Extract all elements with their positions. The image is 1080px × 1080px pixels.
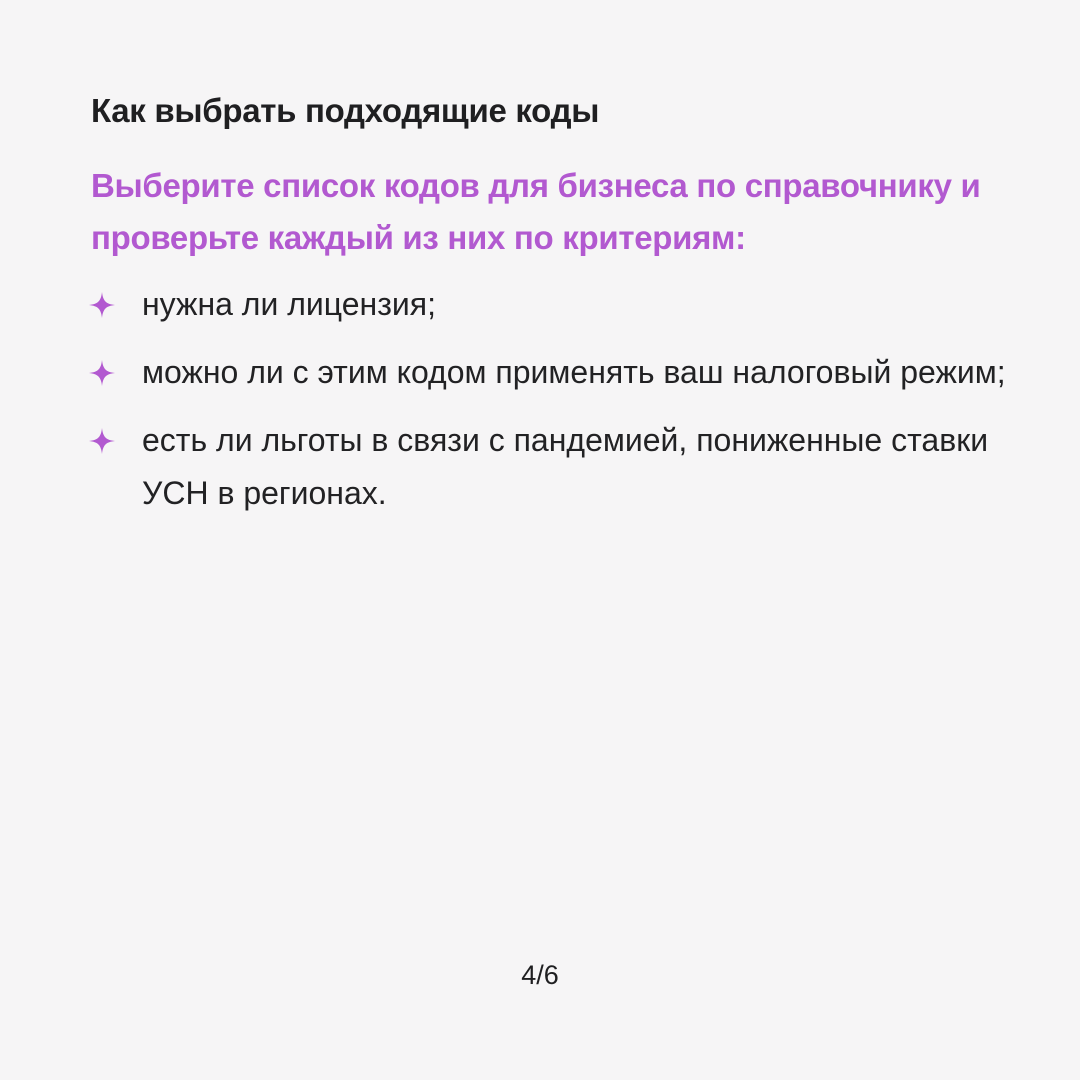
slide-heading: Как выбрать подходящие коды — [91, 92, 600, 129]
lead-text: Выберите список кодов для бизнеса по справочнику и проверьте каждый из них по критериям: — [91, 167, 981, 256]
sparkle-icon — [88, 427, 116, 455]
page-indicator: 4/6 — [521, 960, 559, 990]
sparkle-icon — [88, 291, 116, 319]
list-item — [88, 278, 1008, 331]
list-item-text: есть ли льготы в связи с пандемией, пониженные ставки УСН в регионах. — [142, 422, 989, 511]
list-item-text: нужна ли лицензия; — [142, 286, 436, 322]
list-item — [88, 346, 1008, 399]
list-item — [88, 414, 1008, 520]
sparkle-icon — [88, 359, 116, 387]
list-item-text: можно ли с этим кодом применять ваш налоговый режим; — [142, 354, 1006, 390]
criteria-list — [88, 278, 1008, 535]
